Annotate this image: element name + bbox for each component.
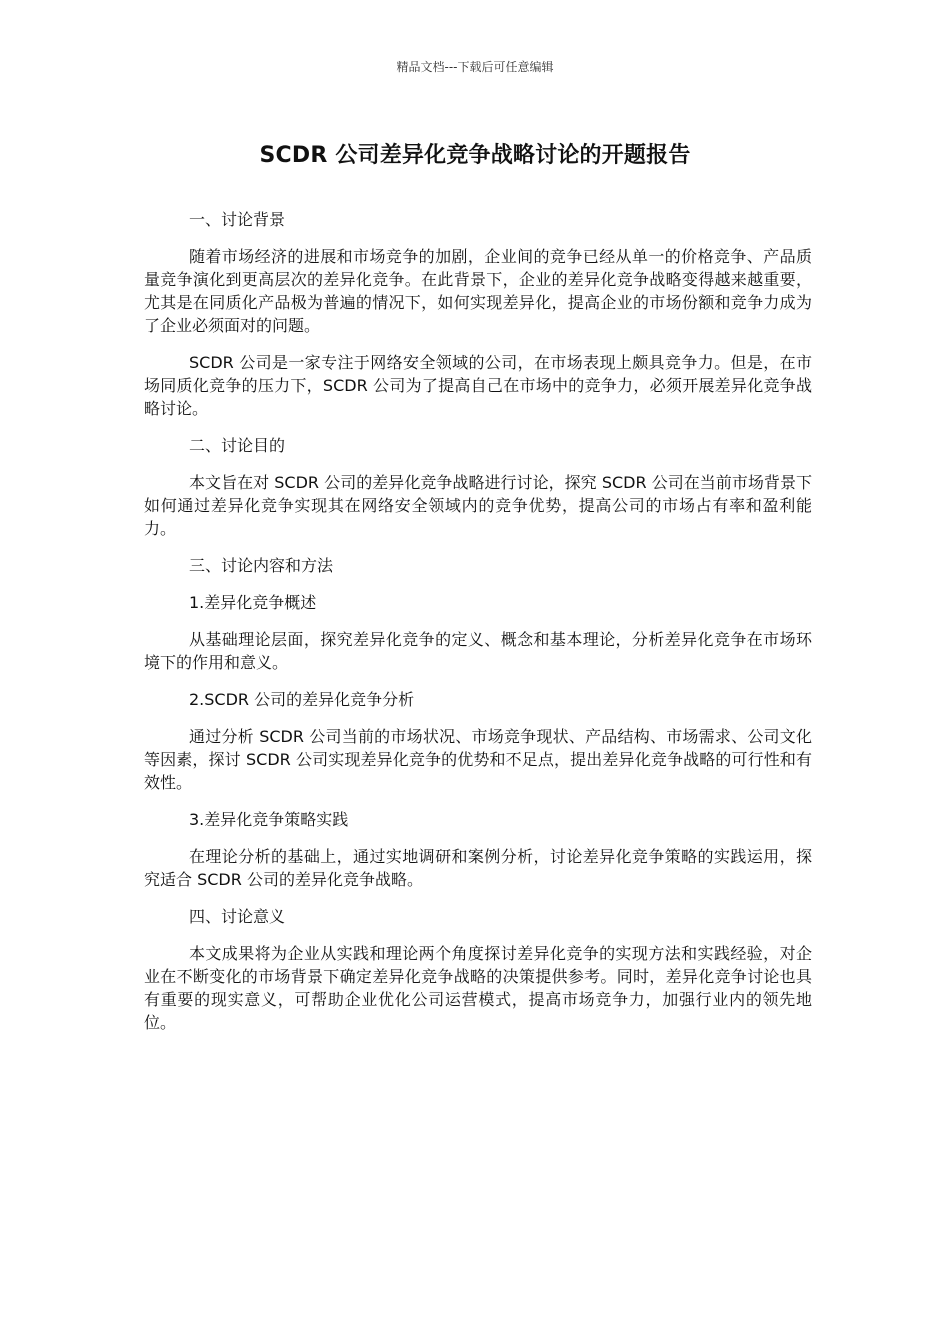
subsection-heading-2: 2.SCDR 公司的差异化竞争分析 (189, 690, 415, 709)
section-heading-background: 一、讨论背景 (189, 210, 286, 229)
page-header: 精品文档---下载后可任意编辑 (396, 60, 554, 74)
significance-paragraph: 本文成果将为企业从实践和理论两个角度探讨差异化竞争的实现方法和实践经验，对企业在不断变化的市场背景下确定差异化竞争战略的决策提供参考。同时，差异化竞争讨论也具有重要的现实意义，可帮助企业优化公司运营模式，提高市场竞争力，加强行业内的领先地位。 (144, 944, 812, 1032)
background-paragraph-1: 随着市场经济的进展和市场竞争的加剧，企业间的竞争已经从单一的价格竞争、产品质量竞争演化到更高层次的差异化竞争。在此背景下，企业的差异化竞争战略变得越来越重要，尤其是在同质化产品极为普遍的情况下，如何实现差异化，提高企业的市场份额和竞争力成为了企业必须面对的问题。 (144, 247, 812, 335)
document-title: SCDR 公司差异化竞争战略讨论的开题报告 (259, 143, 691, 168)
purpose-paragraph: 本文旨在对 SCDR 公司的差异化竞争战略进行讨论，探究 SCDR 公司在当前市场背景下如何通过差异化竞争实现其在网络安全领域内的竞争优势，提高公司的市场占有率和盈利能力。 (144, 473, 812, 538)
document-body (144, 208, 812, 1048)
subsection-2-paragraph: 通过分析 SCDR 公司当前的市场状况、市场竞争现状、产品结构、市场需求、公司文化等因素，探讨 SCDR 公司实现差异化竞争的优势和不足点，提出差异化竞争战略的可行性和有效性。 (144, 727, 812, 792)
background-paragraph-2: SCDR 公司是一家专注于网络安全领域的公司，在市场表现上颇具竞争力。但是，在市场同质化竞争的压力下，SCDR 公司为了提高自己在市场中的竞争力，必须开展差异化竞争战略讨论。 (144, 353, 812, 418)
subsection-3-paragraph: 在理论分析的基础上，通过实地调研和案例分析，讨论差异化竞争策略的实践运用，探究适合 SCDR 公司的差异化竞争战略。 (144, 847, 812, 889)
subsection-heading-1: 1.差异化竞争概述 (189, 593, 317, 612)
section-heading-significance: 四、讨论意义 (189, 907, 286, 926)
section-heading-purpose: 二、讨论目的 (189, 436, 286, 455)
section-heading-content-methods: 三、讨论内容和方法 (189, 556, 334, 575)
subsection-1-paragraph: 从基础理论层面，探究差异化竞争的定义、概念和基本理论，分析差异化竞争在市场环境下的作用和意义。 (144, 630, 812, 672)
subsection-heading-3: 3.差异化竞争策略实践 (189, 810, 349, 829)
